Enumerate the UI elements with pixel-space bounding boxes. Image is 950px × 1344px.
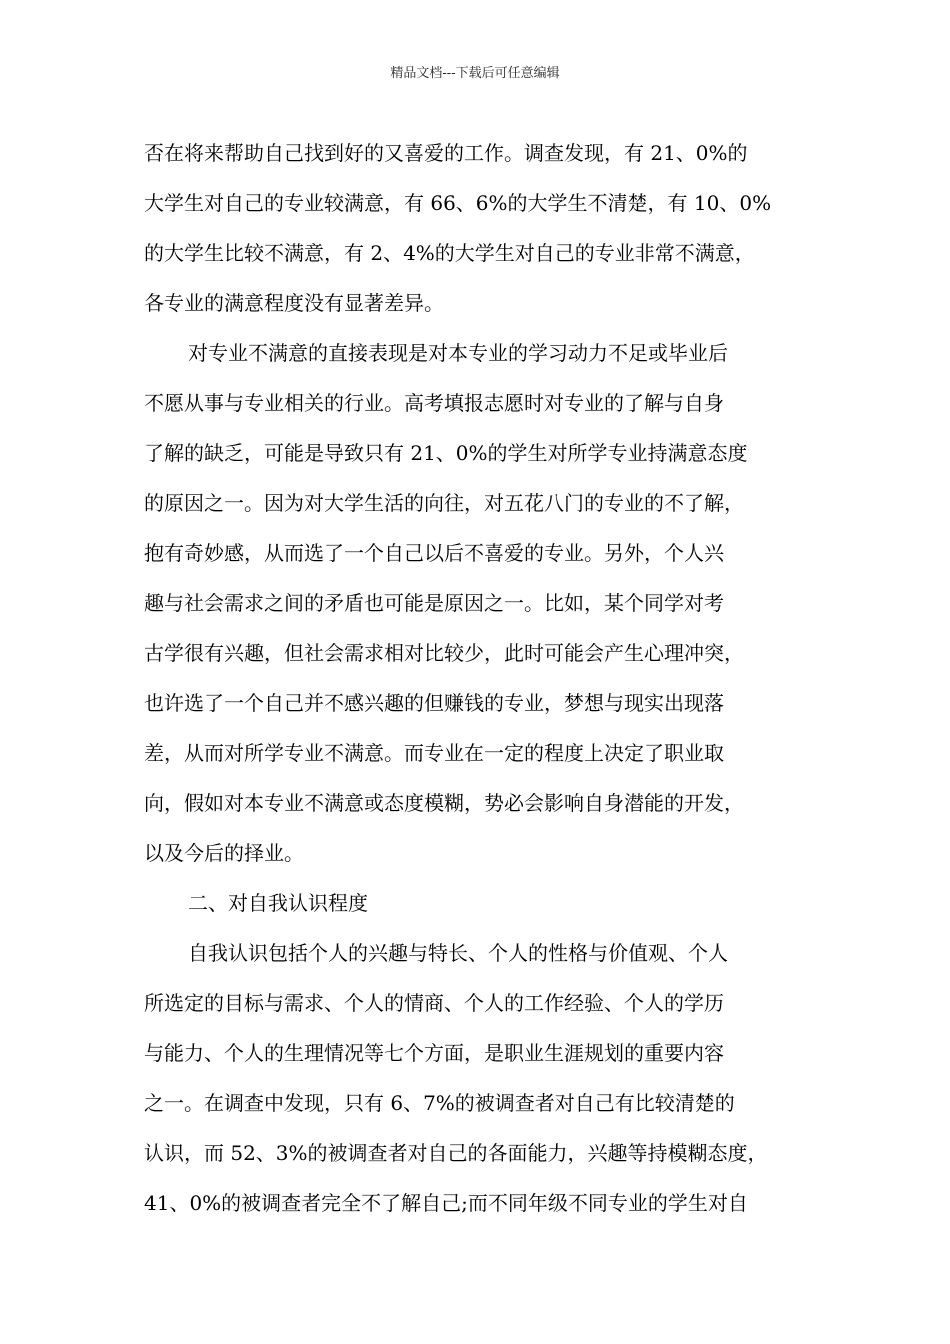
text-line: 也许选了一个自己并不感兴趣的但赚钱的专业，梦想与现实出现落 (144, 691, 724, 715)
text-line: 41、0%的被调查者完全不了解自己;而不同年级不同专业的学生对自 (144, 1191, 748, 1215)
text-line: 了解的缺乏，可能是导致只有 21、0%的学生对所学专业持满意态度 (144, 441, 748, 465)
text-line: 向，假如对本专业不满意或态度模糊，势必会影响自身潜能的开发， (144, 791, 744, 815)
text-line: 差，从而对所学专业不满意。而专业在一定的程度上决定了职业取 (144, 741, 724, 765)
document-body (144, 128, 824, 1228)
text-line: 之一。在调查中发现，只有 6、7%的被调查者对自己有比较清楚的 (144, 1091, 735, 1115)
text-line: 所选定的目标与需求、个人的情商、个人的工作经验、个人的学历 (144, 991, 724, 1015)
text-line: 与能力、个人的生理情况等七个方面，是职业生涯规划的重要内容 (144, 1041, 724, 1065)
text-line: 趣与社会需求之间的矛盾也可能是原因之一。比如，某个同学对考 (144, 591, 724, 615)
text-line: 不愿从事与专业相关的行业。高考填报志愿时对专业的了解与自身 (144, 391, 724, 415)
text-line: 抱有奇妙感，从而选了一个自己以后不喜爱的专业。另外，个人兴 (144, 541, 724, 565)
text-line: 古学很有兴趣，但社会需求相对比较少，此时可能会产生心理冲突， (144, 641, 744, 665)
section-heading: 二、对自我认识程度 (188, 891, 368, 915)
text-line: 大学生对自己的专业较满意，有 66、6%的大学生不清楚，有 10、0% (144, 191, 772, 215)
text-line: 各专业的满意程度没有显著差异。 (144, 291, 444, 315)
paragraph-first-line: 自我认识包括个人的兴趣与特长、个人的性格与价值观、个人 (188, 941, 728, 965)
text-line: 以及今后的择业。 (144, 841, 304, 865)
page-header: 精品文档---下载后可任意编辑 (390, 66, 560, 81)
text-line: 的原因之一。因为对大学生活的向往，对五花八门的专业的不了解， (144, 491, 744, 515)
text-line: 否在将来帮助自己找到好的又喜爱的工作。调查发现，有 21、0%的 (144, 141, 748, 165)
paragraph-first-line: 对专业不满意的直接表现是对本专业的学习动力不足或毕业后 (188, 341, 728, 365)
text-line: 的大学生比较不满意，有 2、4%的大学生对自己的专业非常不满意， (144, 241, 755, 265)
text-line: 认识，而 52、3%的被调查者对自己的各面能力，兴趣等持模糊态度， (144, 1141, 768, 1165)
